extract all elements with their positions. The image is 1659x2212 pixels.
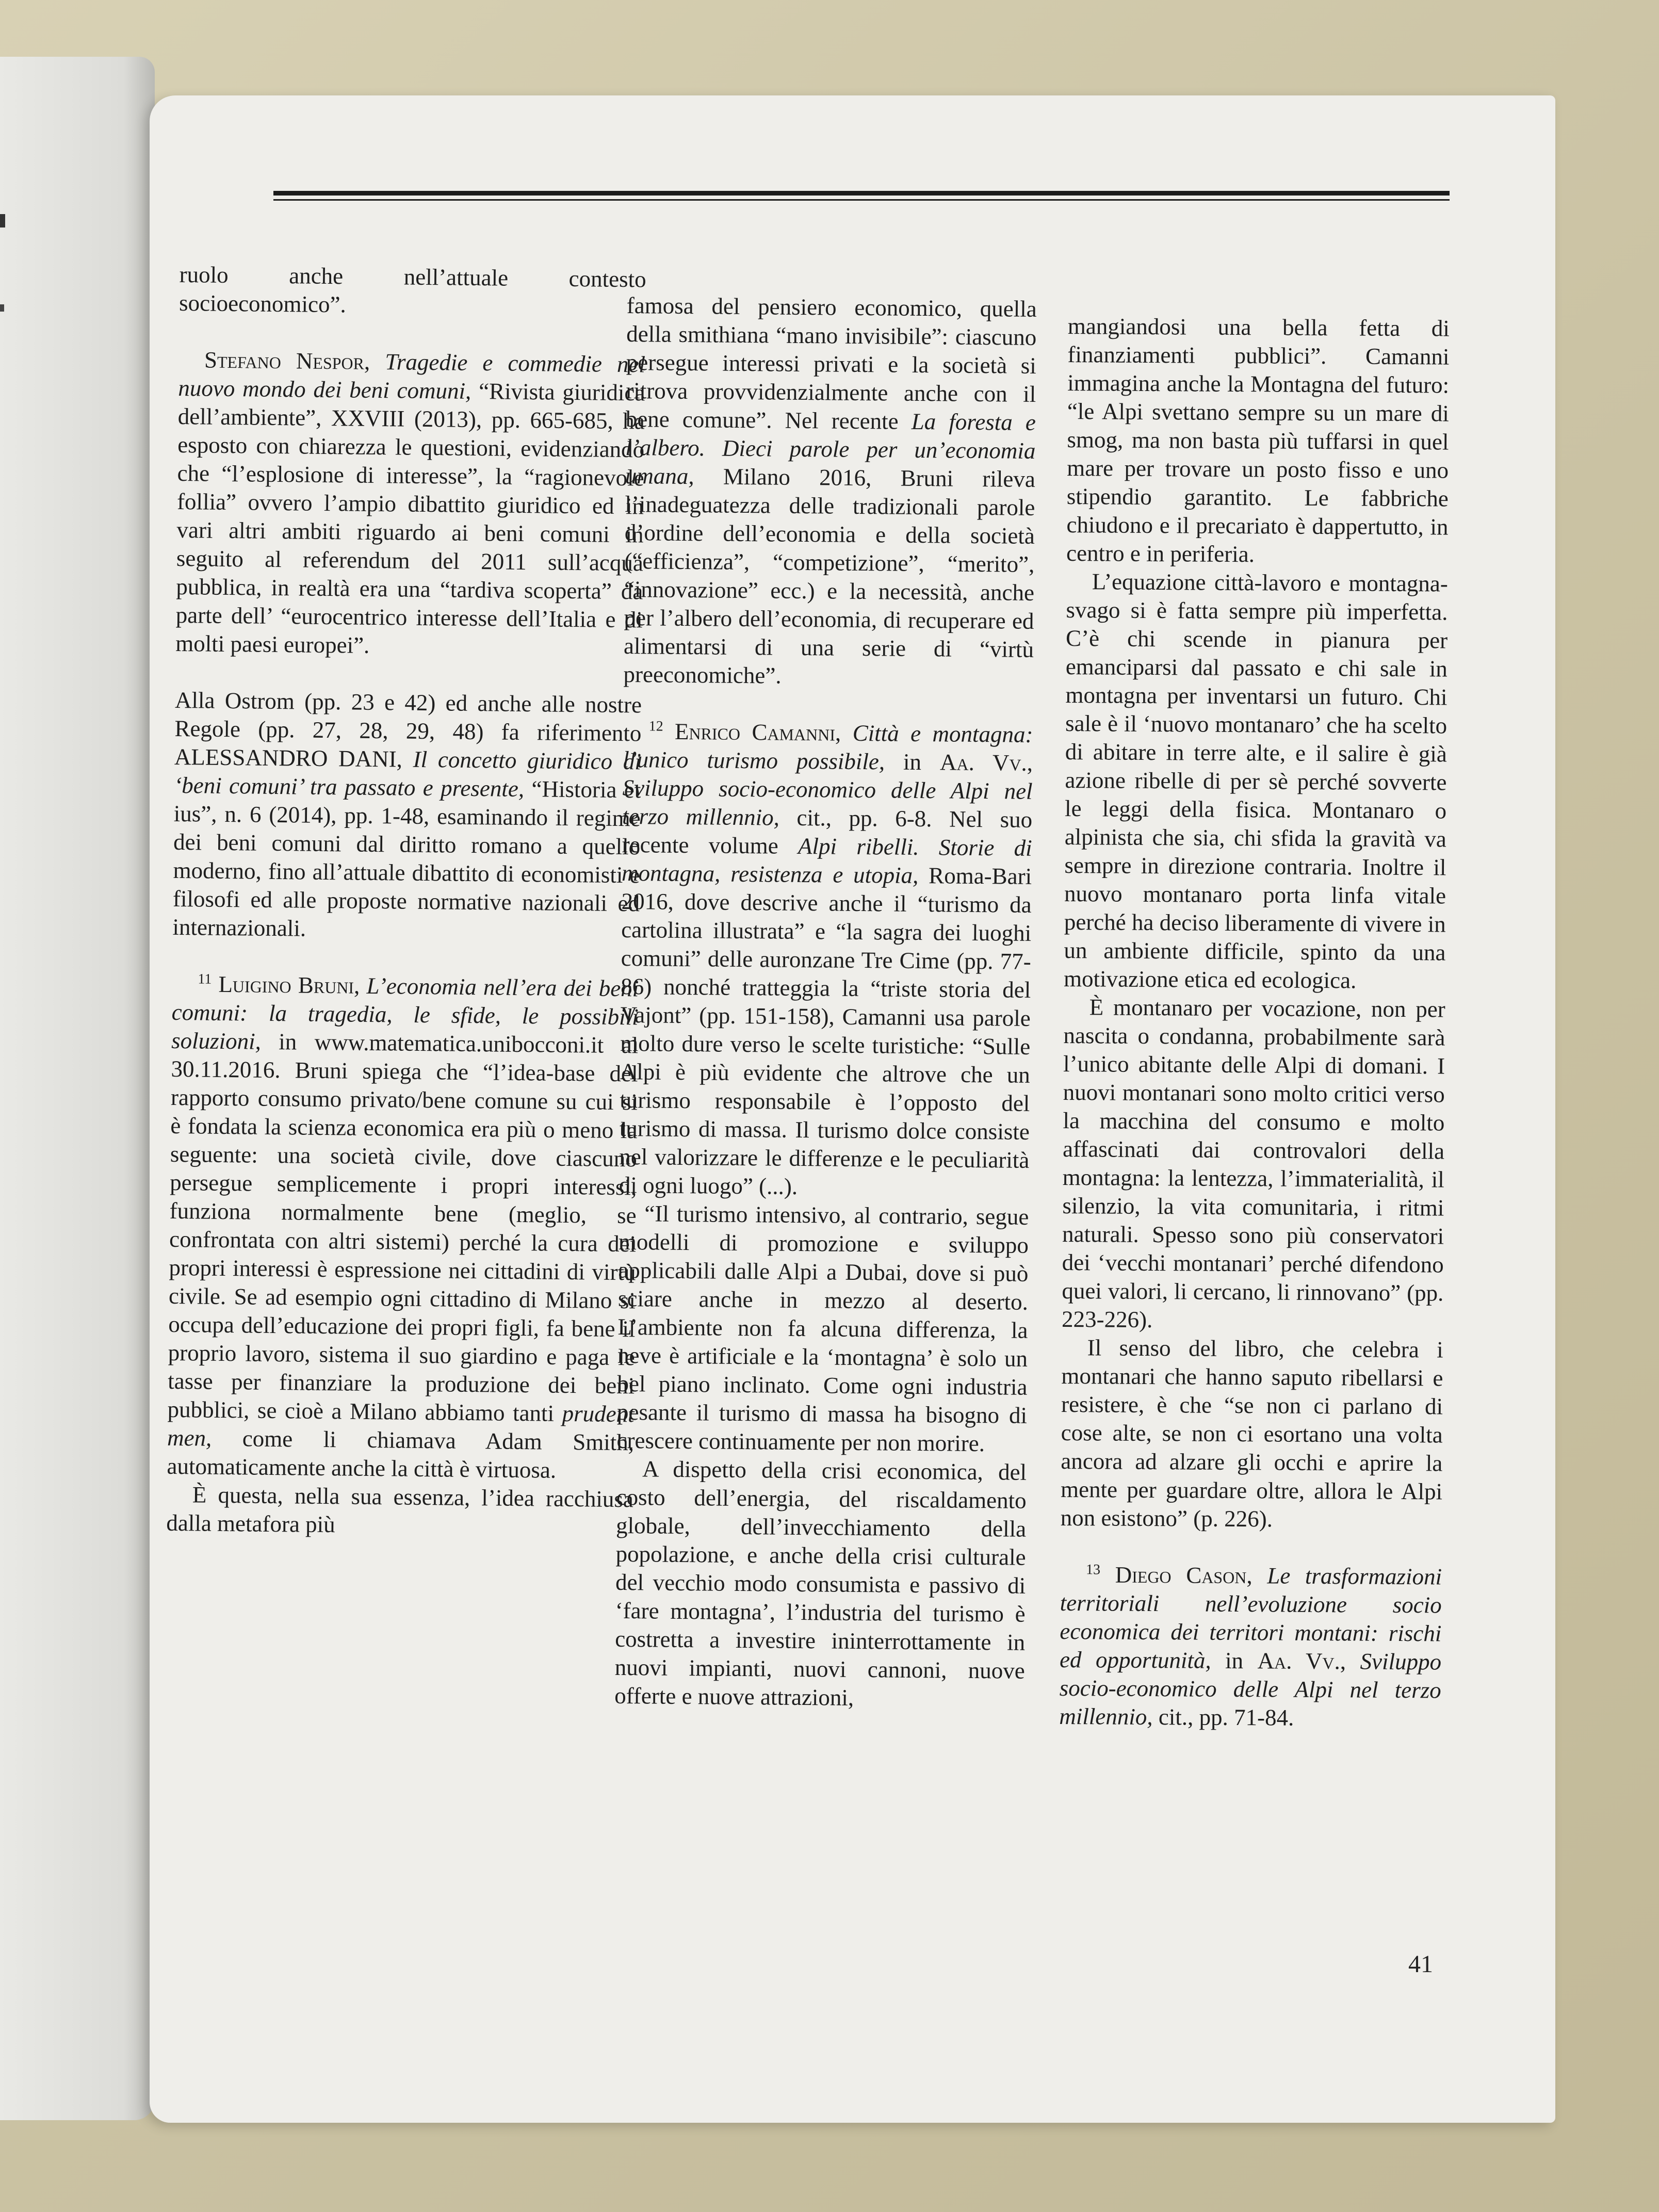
footnote-title: L’economia nell’era dei beni comuni: la tragedia, le sfide, le possibili soluzioni, [171,972,639,1054]
paragraph: “Il turismo intensivo, al contrario, segue modelli di promozione e sviluppo applicabili dalle Alpi a Dubai, dove si può sciare anche in mezzo al deserto. L’ambiente non fa alcuna differenza, la neve è artificiale e la ‘montagna’ è solo un bel piano inclinato. Come ogni industria pesante il turismo di massa ha bisogno di crescere continuamente per non morire. [616,1200,1029,1457]
paragraph-ostrom [172,686,642,946]
footnote-author: Luigino Bruni, [218,971,360,999]
paragraph-text: Alla Ostrom (pp. 23 e 42) ed anche alle nostre Regole (pp. 27, 28, 29, 48) fa riferimento [174,687,642,746]
footnote-text: “Rivista giuridica dell’ambiente”, XXVIII (2013), pp. 665-685, ha esposto con chiarezza le questioni, evidenziando che “l’esplosione di interesse”, la “ragionevole follia” ovvero l’ampio dibattito giuridico ed in vari altri ambiti riguardo ai beni comuni in seguito al referendum del 2011 sull’acqua pubblica, in realtà era una “tardiva scoperta” da parte dell’ “eurocentrico interesse dell’Italia e di molti paesi europei”. [175,378,645,658]
footnote-title: Tragedie e commedie nel nuovo mondo dei beni comuni, [178,349,646,404]
footnote-number: 13 [1086,1562,1101,1578]
footnote-text: in www.matematica.unibocconi.it al 30.11.2016. Bruni spiega che “l’idea-base del rapporto consumo privato/bene comune su cui si è fondata la scienza economica era più o meno la seguente: una società civile, dove ciascuno persegue semplicemente i propri interessi, funziona normalmente bene (meglio, se confrontata con altri sistemi) perché la cura dei propri interessi è espressione nei cittadini di virtù civile. Se ad esempio ogni cittadino di Milano si occupa dell’educazione dei propri figli, fa bene il proprio lavoro, sistema il suo giardino e paga le tasse per finanziare la produzione dei beni pubblici, se cioè a Milano abbiamo tanti [167,1029,639,1426]
footnote-author: Diego Cason, [1115,1562,1253,1589]
page-number: 41 [1408,1950,1433,1978]
paragraph: mangiandosi una bella fetta di finanziamenti pubblici”. Camanni immagina anche la Montagna del futuro: “le Alpi svettano sempre su un mare di smog, ma non basta più tuffarsi in quel mare per trovare un posto fisso e uno stipendio garantito. Le fabbriche chiudono e il precariato è dappertutto, in centro e in periferia. [1066,313,1450,567]
paragraph: È montanaro per vocazione, non per nascita o condanna, probabilmente sarà l’unico abitante delle Alpi di domani. I nuovi montanari sono molto critici verso la macchina del consumo e molto affascinati dai controvalori della montagna: la lentezza, l’immaterialità, il silenzio, la vita comunitaria, i ritmi naturali. Spesso sono più conservatori dei ‘vecchi montanari’ perché difendono quei valori, li cercano, li rinnovano” (pp. 223-226). [1061,994,1445,1333]
footnote-12 [619,717,1033,1203]
footnote-editor: Aa. Vv., [939,749,1033,776]
footnote-number: 12 [648,718,663,735]
paragraph: A dispetto della crisi economica, del costo dell’energia, del riscaldamento globale, dell’invecchiamento della popolazione, e anche della crisi culturale del vecchio modo consumista e passivo di ‘fare montagna’, l’industria del turismo è costretta a investire ininterrottamente in nuovi impianti, nuovi cannoni, nuove offerte e nuove attrazioni, [614,1456,1027,1711]
left-page-edge [0,57,155,2120]
paragraph: ruolo anche nell’attuale contesto socioeconomico”. [178,261,646,318]
paragraph: È questa, nella sua essenza, l’idea racchiusa dalla metafora più [166,1482,634,1538]
footnote-number: 11 [198,971,212,987]
footnote-13 [1059,1560,1442,1733]
header-rule-thin [273,199,1450,201]
footnote-title: Le trasformazioni territoriali nell’evoluzione socio economica dei territori montani: rischi ed opportunità, [1059,1563,1442,1673]
footnote-text: come li chiamava Adam Smith, automaticamente anche la città è virtuosa. [167,1425,635,1483]
footnote-text: cit., pp. 71-84. [1158,1704,1294,1731]
text-column-2 [614,291,1037,1714]
reference-title: Il concetto giuridico di ‘beni comuni’ tra passato e presente, [174,746,642,802]
footnote-text: in [1225,1647,1244,1674]
text-column-1 [166,261,646,1542]
footnote-11 [167,970,639,1485]
footnote-editor: Aa. Vv., [1257,1648,1346,1674]
footnote-author: Stefano Nespor, [204,347,370,375]
paragraph [623,291,1037,692]
left-page-text-fragment [0,304,4,312]
book-title: La foresta e l’albero. Dieci parole per un’economia umana, [625,408,1036,490]
footnote-text: cit., pp. 6-8. Nel suo recente volume [622,804,1033,859]
book-title: Sviluppo socio-economico delle Alpi nel terzo millennio, [1059,1648,1442,1730]
footnote-text: in [903,749,922,775]
paragraph: L’equazione città-lavoro e montagna-svago si è fatta sempre più imperfetta. C’è chi scende in pianura per emanciparsi dal passato e chi sale in montagna per inventarsi un futuro. Chi sale è il ‘nuovo montanaro’ che ha scelto di abitare in terre alte, e il salire è già azione ribelle di per sè perché sovverte le leggi della fisica. Montanaro o alpinista che sia, chi sfida la gravità va sempre in direzione contraria. Inoltre il nuovo montanaro porta linfa vitale perché ha deciso liberamente di vivere in un ambiente difficile, spinto da una motivazione etica ed ecologica. [1063,568,1448,994]
book-title: Alpi ribelli. Storie di montagna, resistenza e utopia, [621,833,1032,888]
footnote-text: Roma-Bari 2016, dove descrive anche il “turismo da cartolina illustrata” e “la sagra dei luoghi comuni” delle auronzane Tre Cime (pp. 77-86) nonché tratteggia la “triste storia del Vajont” (pp. 151-158), Camanni usa parole molto dure verso le scelte turistiche: “Sulle Alpi è più evidente che altrove che un turismo responsabile è l’opposto del turismo di massa. Il turismo dolce consiste nel valorizzare le differenze e le peculiarità di ogni luogo” (...). [619,863,1032,1199]
footnote-author: Enrico Camanni, [674,718,841,746]
text-column-3 [1059,312,1450,1733]
paragraph-text: Milano 2016, Bruni rileva l’inadeguatezza delle tradizionali parole d’ordine dell’economia e della società (“efficienza”, “competizione”, “merito”, “innovazione” ecc.) e la necessità, anche per l’albero dell’economia, di recuperare ed alimentarsi di una serie di “virtù preeconomiche”. [623,463,1036,689]
paragraph-text: “Historia et ius”, n. 6 (2014), pp. 1-48, esaminando il regime dei beni comuni dal diritto romano a quello moderno, fino all’attuale dibattito di economisti e filosofi ed alle proposte normative nazionali ed internazionali. [172,776,641,941]
reference-author: ALESSANDRO DANI, [174,743,403,772]
paragraph-text: famosa del pensiero economico, quella della smithiana “mano invisibile”: ciascuno persegue interessi privati e la società si ritrova provvidenzialmente anche con il bene comune”. Nel recente [625,292,1037,434]
header-rule [273,191,1450,196]
footnote-nespor [175,346,645,662]
magazine-page [150,95,1555,2123]
footnote-title: Città e montagna: l’unico turismo possibile, [622,720,1033,775]
book-title: Sviluppo socio-economico delle Alpi nel terzo millennio, [622,774,1033,831]
footnote-italic-phrase: prudent men, [167,1400,635,1451]
paragraph: Il senso del libro, che celebra i montanari che hanno saputo ribellarsi e resistere, è che “se non ci parlano di cose alte, se non ci esortano una volta ancora ad alzare gli occhi e aprire la mente per guardare oltre, allora le Alpi non esistono” (p. 226). [1060,1335,1443,1532]
left-page-text-fragment [0,214,5,227]
